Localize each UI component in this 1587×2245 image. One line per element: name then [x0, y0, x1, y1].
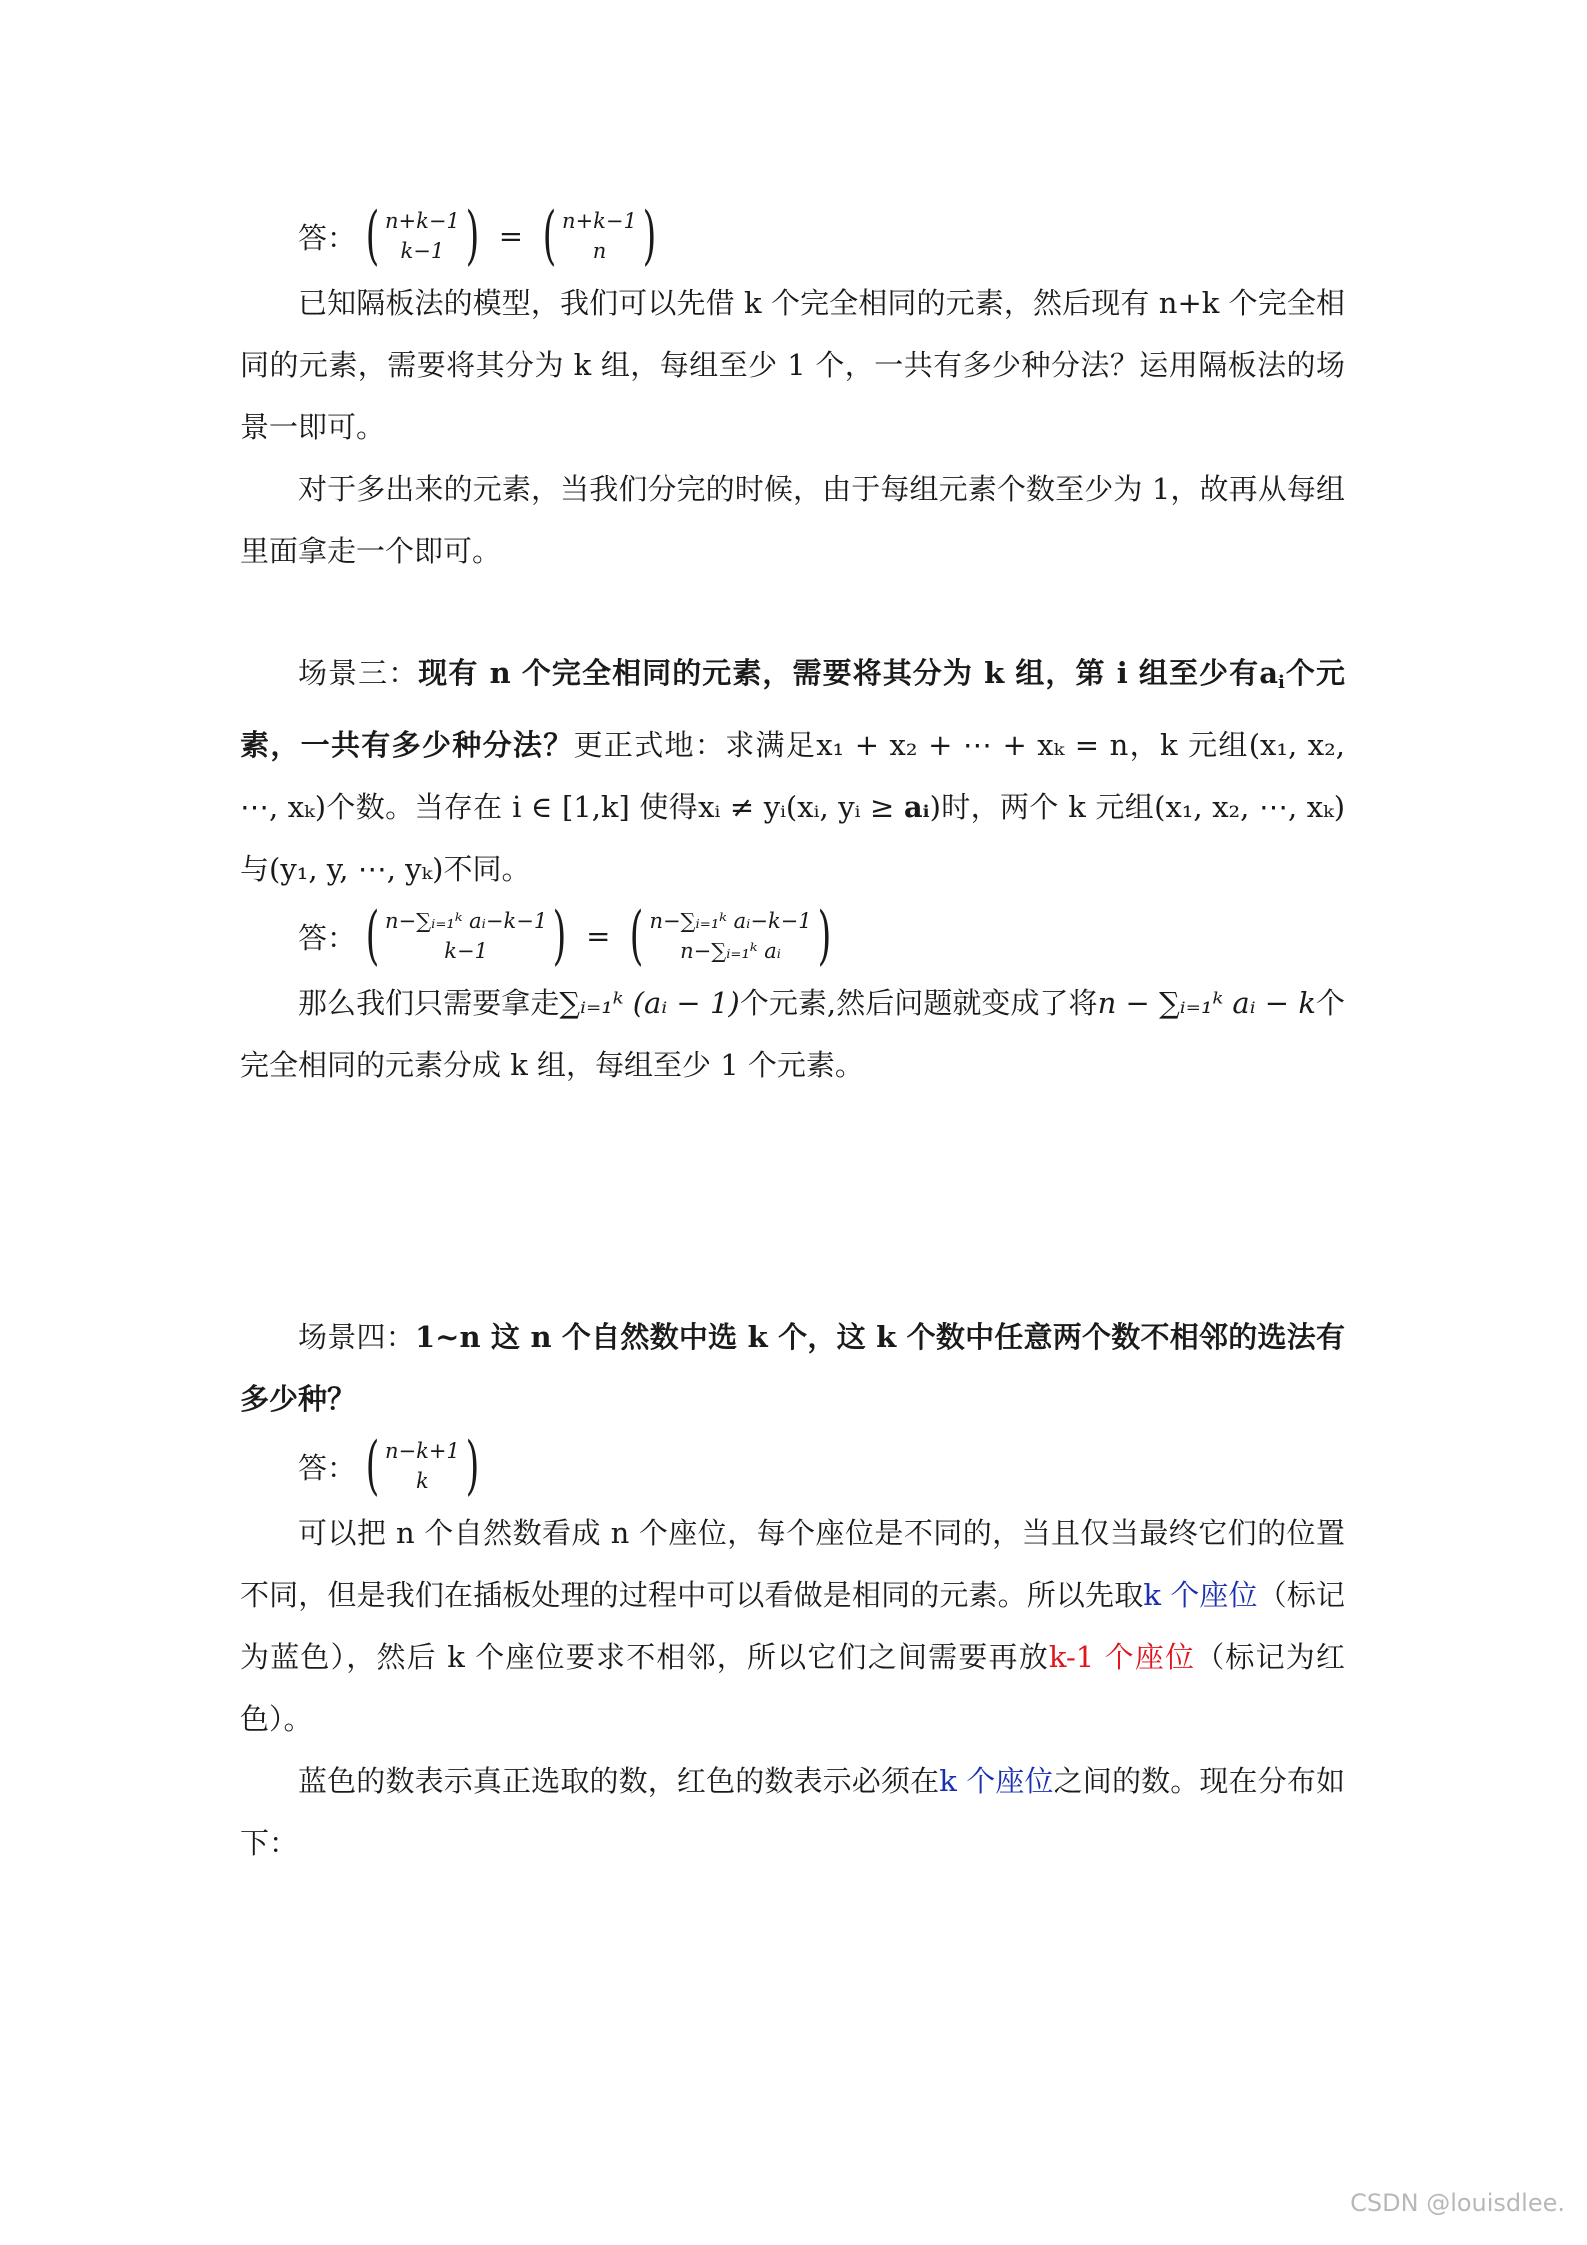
question-text: 与: [240, 852, 270, 886]
question-bold: 1~n 这 n 个自然数中选 k 个，这 k 个数中任意两个数不相邻的选法有多少种？: [240, 1320, 1345, 1416]
paragraph: 已知隔板法的模型，我们可以先借 k 个完全相同的元素，然后现有 n+k 个完全相同的元素，需要将其分为 k 组，每组至少 1 个，一共有多少种分法？运用隔板法的场景一即可。: [240, 286, 1345, 444]
binomial-bottom: n−∑ᵢ₌₁ᵏ aᵢ: [680, 939, 781, 963]
paragraph-text: （标记为红色）。: [240, 1640, 1345, 1736]
watermark: CSDN @louisdlee.: [1350, 2189, 1565, 2217]
red-highlight: k-1 个座位: [1048, 1640, 1196, 1674]
scene-label: 场景三：: [298, 656, 419, 690]
math-sub-i: i: [1278, 672, 1285, 693]
equals-sign: =: [586, 919, 611, 953]
binomial-bottom: k−1: [444, 939, 488, 963]
explanation-text: 个完全相同的元素分成 k 组，每组至少 1 个元素。: [240, 986, 1345, 1082]
answer-label: 答：: [298, 1450, 357, 1485]
explanation-text: 那么我们只需要拿走: [298, 986, 560, 1020]
question-text: 个数。当存在 i ∈ [1,k] 使得: [326, 790, 699, 824]
math-a: a: [1259, 656, 1278, 690]
math-tuple: (y₁, y, ⋯, yₖ): [269, 852, 444, 886]
math-condition: xᵢ ≠ yᵢ(xᵢ, yᵢ ≥: [698, 790, 904, 824]
scene-3-explanation: [240, 972, 1345, 1096]
answer-formula: [298, 900, 1345, 972]
answer-label: 答：: [298, 220, 357, 255]
answer-formula: [298, 200, 1345, 272]
equals-sign: =: [498, 219, 524, 253]
blue-highlight: k 个座位: [1143, 1578, 1258, 1612]
document-page: [240, 200, 1345, 1874]
question-text: 更正式地：求满足: [573, 728, 817, 762]
binomial-right: ( n−∑ᵢ₌₁ᵏ aᵢ−k−1 n−∑ᵢ₌₁ᵏ aᵢ ): [630, 899, 831, 973]
scene-4-paragraph: [240, 1502, 1345, 1750]
binomial-bottom: n: [592, 239, 607, 263]
binomial-top: n+k−1: [384, 209, 460, 233]
answer-formula: [298, 1430, 1345, 1502]
scene-label: 场景四：: [298, 1320, 415, 1354]
explanation-text: 个元素,然后问题就变成了将: [739, 986, 1098, 1020]
math-tuple: (x₁, x₂, ⋯, xₖ): [1154, 790, 1346, 824]
question-text: ，k 元组: [1128, 728, 1249, 762]
math-expression: n − ∑ᵢ₌₁ᵏ aᵢ − k: [1097, 986, 1316, 1020]
binomial: ( n−k+1 k ): [365, 1429, 480, 1503]
paragraph-text: 之间的数。现在分布如下：: [240, 1764, 1345, 1860]
math-equation: x₁ + x₂ + ⋯ + xₖ = n: [816, 728, 1129, 762]
binomial-top: n−∑ᵢ₌₁ᵏ aᵢ−k−1: [384, 909, 548, 933]
binomial-right: ( n+k−1 n ): [542, 199, 657, 273]
question-text: 不同。: [443, 852, 531, 886]
paragraph-text: 蓝色的数表示真正选取的数，红色的数表示必须在: [298, 1764, 940, 1798]
scene-3-question: [240, 642, 1345, 900]
question-text: 时，两个 k 元组: [940, 790, 1155, 824]
math-a-i: aᵢ: [903, 790, 930, 824]
answer-label: 答：: [298, 920, 357, 955]
scene-4-paragraph: [240, 1750, 1345, 1874]
math-tuple: (x₁, x₂, ⋯, xₖ): [240, 728, 1345, 824]
math-sum: ∑ᵢ₌₁ᵏ (aᵢ − 1): [559, 986, 740, 1020]
paragraph: 对于多出来的元素，当我们分完的时候，由于每组元素个数至少为 1，故再从每组里面拿走一个即可。: [240, 472, 1345, 568]
binomial-bottom: k−1: [400, 239, 445, 263]
scene-4-question: [240, 1306, 1345, 1430]
paragraph-text: （标记为蓝色），然后 k 个座位要求不相邻，所以它们之间需要再放: [240, 1578, 1345, 1674]
binomial-top: n−k+1: [384, 1439, 460, 1463]
question-bold: 个元素，一共有多少种分法？: [240, 656, 1345, 762]
binomial-left: ( n+k−1 k−1 ): [365, 199, 480, 273]
math-condition-end: ): [929, 790, 941, 824]
binomial-left: ( n−∑ᵢ₌₁ᵏ aᵢ−k−1 k−1 ): [365, 899, 567, 973]
binomial-top: n+k−1: [562, 209, 637, 233]
paragraph-text: 可以把 n 个自然数看成 n 个座位，每个座位是不同的，当且仅当最终它们的位置不同，但是我们在插板处理的过程中可以看做是相同的元素。所以先取: [240, 1516, 1345, 1612]
blue-highlight: k 个座位: [939, 1764, 1054, 1798]
question-bold: 现有 n 个完全相同的元素，需要将其分为 k 组，第 i 组至少有: [418, 656, 1260, 690]
binomial-top: n−∑ᵢ₌₁ᵏ aᵢ−k−1: [649, 909, 812, 933]
binomial-bottom: k: [416, 1469, 429, 1493]
